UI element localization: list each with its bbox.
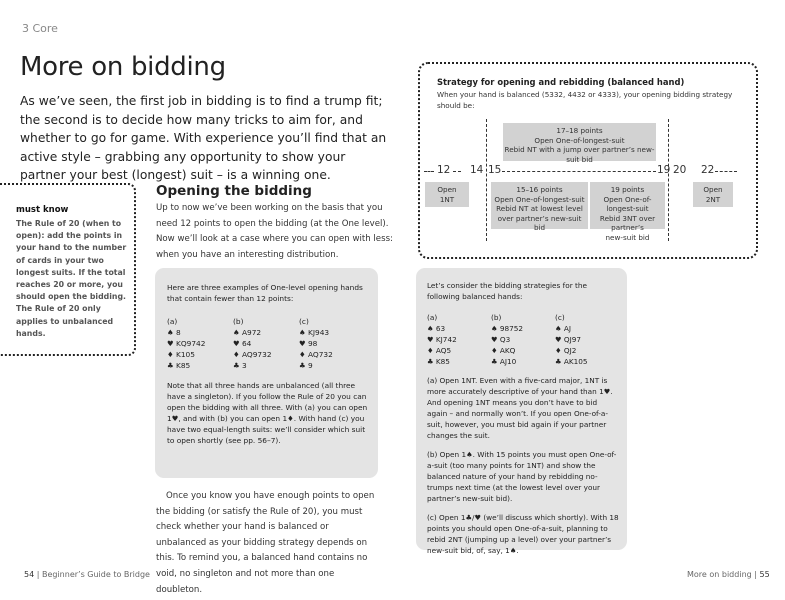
hand-diamonds: ♦ AKQ xyxy=(491,346,516,355)
hand-spades: ♠ 63 xyxy=(427,324,446,333)
box-line: Rebid NT at lowest level xyxy=(496,204,583,213)
opening-paragraph-1: Up to now we’ve been working on the basis that you need 12 points to open the bidding (at the One level). Now we’ll look at a case where you can open with less: when you have an interesting distribution. xyxy=(156,203,393,260)
hand-spades: ♠ KJ943 xyxy=(299,328,330,337)
box-17-18 xyxy=(503,123,656,164)
hand-hearts: ♥ QJ97 xyxy=(555,335,582,344)
strategy-subtitle: When your hand is balanced (5332, 4432 or 4333), your opening bidding strategy should be: xyxy=(437,90,733,110)
example-hands xyxy=(167,316,368,371)
hand-hearts: ♥ Q3 xyxy=(491,335,511,344)
explanation-c: (c) Open 1♣/♥ (we’ll discuss which shortly). With 18 points you should open One-of-a-suit, planning to rebid 2NT (jumping up a level) over your partner’s new-suit bid, of, say, 1♠. xyxy=(427,513,619,555)
balanced-hands xyxy=(427,312,619,367)
strategy-diagram xyxy=(418,62,758,259)
hand-label: (c) xyxy=(299,317,309,326)
strategy-title: Strategy for opening and rebidding (balanced hand) xyxy=(437,77,685,87)
hand-spades: ♠ 98752 xyxy=(491,324,524,333)
hand-label: (b) xyxy=(233,317,244,326)
hand-label: (b) xyxy=(491,313,502,322)
scale-14: 14 xyxy=(470,164,484,176)
book-title: Beginner’s Guide to Bridge xyxy=(41,570,150,579)
hand-column xyxy=(555,312,619,367)
box-line: 19 points xyxy=(610,185,645,194)
hand-clubs: ♣ K85 xyxy=(427,357,450,366)
hand-spades: ♠ 8 xyxy=(167,328,181,337)
example-intro: Here are three examples of One-level opening hands that contain fewer than 12 points: xyxy=(167,283,363,303)
hand-clubs: ♣ 9 xyxy=(299,361,313,370)
explanation-a: (a) Open 1NT. Even with a five-card major, 1NT is more accurately descriptive of your hand than 1♥. And opening 1NT means you don’t have to bid again – and normally won’t. If you open One-of-a-suit, however, you must bid again if your partner changes the suit. xyxy=(427,376,613,440)
balanced-hands-box xyxy=(416,268,627,555)
divider-19 xyxy=(668,119,669,241)
box-line: 15–16 points xyxy=(516,185,563,194)
scale-12: 12 xyxy=(437,164,451,176)
hand-diamonds: ♦ QJ2 xyxy=(555,346,577,355)
page-number-right: 55 xyxy=(759,570,770,579)
box-15-16 xyxy=(491,182,588,232)
box-line: Open xyxy=(703,185,723,194)
example-hands-box xyxy=(155,268,378,478)
hand-diamonds: ♦ K105 xyxy=(167,350,195,359)
balanced-intro: Let’s consider the bidding strategies for the following balanced hands: xyxy=(427,281,588,301)
hand-diamonds: ♦ AQ9732 xyxy=(233,350,272,359)
hand-label: (a) xyxy=(167,317,178,326)
must-know-body: The Rule of 20 (when to open): add the points in your hand to the number of cards in your two longest suits. If the total reaches 20 or more, you should open the bidding. The Rule of 20 only applies to unbalanced hands. xyxy=(16,219,127,338)
must-know-sidebar xyxy=(0,183,136,356)
box-line: 1NT xyxy=(439,194,455,204)
page-number-left: 54 xyxy=(24,570,35,579)
hand-clubs: ♣ AK105 xyxy=(555,357,588,366)
scale-line xyxy=(424,171,434,172)
explanation-b: (b) Open 1♠. With 15 points you must open One-of-a-suit (too many points for 1NT) and show the balanced nature of your hand by rebidding no-trumps next time (at the lowest level over your partner’s new-suit bid). xyxy=(427,450,617,503)
hand-clubs: ♣ AJ10 xyxy=(491,357,517,366)
chapter-header: 3 Core xyxy=(22,22,58,35)
scale-line xyxy=(453,171,461,172)
footer-right: More on bidding | 55 xyxy=(687,570,770,579)
footer-left: 54 | Beginner’s Guide to Bridge xyxy=(24,570,150,579)
box-19 xyxy=(590,182,665,242)
box-line: Rebid NT with a jump over partner’s new-suit bid xyxy=(504,145,655,164)
intro-paragraph: As we’ve seen, the first job in bidding is to find a trump fit; the second is to decide how many tricks to aim for, and whether to go for game. With experience you’ll find that an active style – grabbing any opportunity to show your partner your best (longest) suit – is a winning one. xyxy=(20,94,387,182)
hand-hearts: ♥ KJ742 xyxy=(427,335,457,344)
box-line: Rebid 3NT over partner’s xyxy=(599,213,656,232)
hand-hearts: ♥ KQ9742 xyxy=(167,339,206,348)
hand-diamonds: ♦ AQ732 xyxy=(299,350,333,359)
must-know-title: must know xyxy=(16,205,69,215)
hand-column xyxy=(299,316,365,371)
opening-paragraph-2: Once you know you have enough points to open the bidding (or satisfy the Rule of 20), you must check whether your hand is balanced or unbalanced as your bidding strategy depends on this. To remind you, a balanced hand contains no void, no singleton and not more than one doubleton. xyxy=(156,491,375,595)
box-open-2nt xyxy=(693,182,733,207)
box-line: over partner’s new-suit bid xyxy=(497,213,582,232)
box-line: new-suit bid xyxy=(605,232,650,242)
hand-clubs: ♣ 3 xyxy=(233,361,247,370)
hand-column xyxy=(427,312,491,367)
hand-column xyxy=(233,316,299,371)
box-line: Open One-of-longest-suit xyxy=(534,135,625,145)
hand-column xyxy=(491,312,555,367)
box-line: Open One-of-longest-suit xyxy=(603,194,652,213)
hand-diamonds: ♦ AQ5 xyxy=(427,346,452,355)
scale-line xyxy=(715,171,737,172)
scale-20: 20 xyxy=(673,164,687,176)
hand-label: (a) xyxy=(427,313,438,322)
hand-spades: ♠ A972 xyxy=(233,328,262,337)
section-heading: Opening the bidding xyxy=(156,183,312,199)
scale-19: 19 xyxy=(657,164,671,176)
example-note: Note that all three hands are unbalanced (all three have a singleton). If you follow the Rule of 20 you can open the bidding with all three. With (a) you can open 1♥, and with (b) you can open 1♦. With hand (c) you have two equal-length suits: we’ll consider which suit to open shortly (see pp. 56–7). xyxy=(167,381,368,445)
hand-hearts: ♥ 64 xyxy=(233,339,252,348)
box-open-1nt xyxy=(425,182,469,207)
scale-22: 22 xyxy=(701,164,715,176)
points-scale xyxy=(420,64,756,257)
hand-spades: ♠ AJ xyxy=(555,324,572,333)
box-line: Open xyxy=(437,185,457,194)
hand-clubs: ♣ K85 xyxy=(167,361,191,370)
divider-15 xyxy=(486,119,487,241)
box-line: 17–18 points xyxy=(556,126,603,135)
section-name: More on bidding xyxy=(687,570,752,579)
box-line: Open One-of-longest-suit xyxy=(494,194,585,204)
hand-hearts: ♥ 98 xyxy=(299,339,318,348)
hand-label: (c) xyxy=(555,313,565,322)
scale-line xyxy=(502,171,656,172)
hand-column xyxy=(167,316,233,371)
page-title: More on bidding xyxy=(20,52,226,82)
scale-15: 15 xyxy=(488,164,502,176)
box-line: 2NT xyxy=(705,194,721,204)
